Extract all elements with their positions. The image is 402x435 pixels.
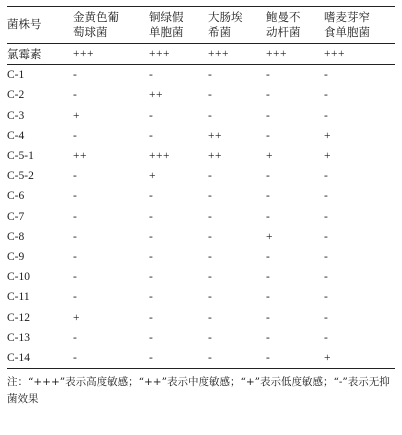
result-cell: - bbox=[266, 89, 271, 102]
result-cell: - bbox=[149, 129, 154, 142]
table-row bbox=[7, 307, 395, 327]
column-header-line: 食单胞菌 bbox=[324, 24, 370, 39]
column-header-line: 大肠埃 bbox=[208, 9, 243, 24]
result-cell: - bbox=[324, 170, 329, 183]
table-row bbox=[7, 247, 395, 267]
result-cell: - bbox=[324, 69, 329, 82]
table-row bbox=[7, 106, 395, 126]
result-cell: - bbox=[266, 250, 271, 263]
column-header bbox=[266, 7, 324, 44]
result-cell: - bbox=[149, 230, 154, 243]
result-cell: - bbox=[149, 190, 154, 203]
result-cell: - bbox=[324, 89, 329, 102]
result-cell: + bbox=[324, 348, 395, 369]
result-cell: - bbox=[208, 210, 213, 223]
table-header bbox=[7, 7, 395, 44]
strain-name-cell: C-12 bbox=[7, 311, 30, 324]
strain-name-cell: C-6 bbox=[7, 190, 25, 203]
result-cell: +++ bbox=[208, 44, 266, 65]
result-cell: - bbox=[324, 291, 329, 304]
result-cell: - bbox=[149, 210, 154, 223]
result-cell: - bbox=[208, 291, 213, 304]
result-cell: ++ bbox=[208, 150, 222, 163]
table-row bbox=[7, 146, 395, 166]
result-cell: + bbox=[73, 109, 80, 122]
result-cell: - bbox=[149, 109, 154, 122]
column-header bbox=[208, 7, 266, 44]
result-cell: - bbox=[149, 331, 154, 344]
table-row bbox=[7, 85, 395, 105]
strain-name-cell: C-1 bbox=[7, 69, 25, 82]
column-header-line: 鲍曼不 bbox=[266, 9, 301, 24]
result-cell: - bbox=[266, 271, 271, 284]
column-header bbox=[73, 7, 149, 44]
result-cell: - bbox=[73, 291, 78, 304]
result-cell: - bbox=[208, 170, 213, 183]
strain-name-cell: C-13 bbox=[7, 331, 30, 344]
table-body bbox=[7, 44, 395, 369]
result-cell: - bbox=[208, 311, 213, 324]
result-cell: + bbox=[149, 170, 156, 183]
column-header-line: 希菌 bbox=[208, 24, 231, 39]
result-cell: - bbox=[266, 170, 271, 183]
result-cell: - bbox=[149, 291, 154, 304]
result-cell: - bbox=[266, 291, 271, 304]
result-cell: - bbox=[73, 250, 78, 263]
table-row bbox=[7, 166, 395, 186]
result-cell: - bbox=[208, 348, 266, 369]
strain-name-cell: C-8 bbox=[7, 230, 25, 243]
strain-name-cell: C-4 bbox=[7, 129, 25, 142]
result-cell: - bbox=[149, 311, 154, 324]
result-cell: - bbox=[208, 230, 213, 243]
result-cell: - bbox=[208, 331, 213, 344]
result-cell: - bbox=[208, 271, 213, 284]
result-cell: - bbox=[266, 311, 271, 324]
header-row bbox=[7, 7, 395, 44]
strain-name-cell: 氯霉素 bbox=[7, 44, 73, 65]
result-cell: - bbox=[266, 109, 271, 122]
result-cell: - bbox=[73, 69, 78, 82]
result-cell: - bbox=[266, 210, 271, 223]
strain-name-cell: C-9 bbox=[7, 250, 25, 263]
column-header bbox=[7, 7, 73, 44]
table-row bbox=[7, 227, 395, 247]
result-cell: ++ bbox=[149, 89, 163, 102]
table-row bbox=[7, 126, 395, 146]
result-cell: +++ bbox=[324, 44, 395, 65]
result-cell: - bbox=[324, 109, 329, 122]
result-cell: - bbox=[208, 69, 213, 82]
column-header bbox=[324, 7, 395, 44]
result-cell: - bbox=[208, 89, 213, 102]
table-row bbox=[7, 44, 395, 65]
result-cell: ++ bbox=[208, 129, 222, 142]
result-cell: - bbox=[73, 230, 78, 243]
result-cell: - bbox=[324, 250, 329, 263]
table-row bbox=[7, 348, 395, 369]
result-cell: - bbox=[324, 210, 329, 223]
result-cell: - bbox=[208, 190, 213, 203]
column-header-line: 单胞菌 bbox=[149, 24, 184, 39]
result-cell: - bbox=[73, 190, 78, 203]
table-footnote: 注：“+++”表示高度敏感；“++”表示中度敏感；“+”表示低度敏感；“-”表示无抑菌效果 bbox=[7, 376, 390, 405]
result-cell: - bbox=[73, 129, 78, 142]
result-cell: - bbox=[149, 271, 154, 284]
result-cell: - bbox=[149, 348, 208, 369]
table-row bbox=[7, 267, 395, 287]
result-cell: - bbox=[266, 331, 271, 344]
column-header-line: 嗜麦芽窄 bbox=[324, 9, 370, 24]
susceptibility-table bbox=[7, 6, 395, 369]
result-cell: - bbox=[73, 89, 78, 102]
result-cell: - bbox=[324, 230, 329, 243]
result-cell: +++ bbox=[149, 44, 208, 65]
column-header-line: 金黄色葡 bbox=[73, 9, 119, 24]
result-cell: + bbox=[266, 150, 273, 163]
result-cell: - bbox=[266, 69, 271, 82]
table-row bbox=[7, 287, 395, 307]
result-cell: - bbox=[208, 250, 213, 263]
strain-name-cell: C-11 bbox=[7, 291, 30, 304]
result-cell: +++ bbox=[73, 44, 149, 65]
column-header-line: 萄球菌 bbox=[73, 24, 108, 39]
result-cell: - bbox=[324, 190, 329, 203]
result-cell: + bbox=[73, 311, 80, 324]
result-cell: + bbox=[266, 230, 273, 243]
result-cell: ++ bbox=[73, 150, 87, 163]
result-cell: - bbox=[73, 348, 149, 369]
strain-name-cell: C-2 bbox=[7, 89, 25, 102]
strain-name-cell: C-5-1 bbox=[7, 150, 34, 163]
result-cell: - bbox=[149, 69, 154, 82]
result-cell: - bbox=[324, 331, 329, 344]
strain-name-cell: C-7 bbox=[7, 210, 25, 223]
column-header-line: 铜绿假 bbox=[149, 9, 184, 24]
result-cell: - bbox=[324, 271, 329, 284]
column-header-line: 动杆菌 bbox=[266, 24, 301, 39]
table-row bbox=[7, 207, 395, 227]
result-cell: - bbox=[73, 170, 78, 183]
result-cell: - bbox=[266, 129, 271, 142]
column-header bbox=[149, 7, 208, 44]
strain-name-cell: C-10 bbox=[7, 271, 30, 284]
result-cell: - bbox=[266, 190, 271, 203]
result-cell: - bbox=[73, 331, 78, 344]
strain-name-cell: C-5-2 bbox=[7, 170, 34, 183]
result-cell: - bbox=[73, 271, 78, 284]
result-cell: - bbox=[266, 348, 324, 369]
column-header-line: 菌株号 bbox=[7, 17, 42, 31]
table-row bbox=[7, 65, 395, 86]
document bbox=[7, 6, 395, 408]
strain-name-cell: C-14 bbox=[7, 348, 73, 369]
result-cell: - bbox=[149, 250, 154, 263]
table-row bbox=[7, 186, 395, 206]
result-cell: - bbox=[324, 311, 329, 324]
result-cell: +++ bbox=[149, 150, 170, 163]
result-cell: - bbox=[73, 210, 78, 223]
result-cell: + bbox=[324, 129, 331, 142]
table-row bbox=[7, 328, 395, 348]
strain-name-cell: C-3 bbox=[7, 109, 25, 122]
result-cell: - bbox=[208, 109, 213, 122]
result-cell: +++ bbox=[266, 44, 324, 65]
result-cell: + bbox=[324, 150, 331, 163]
